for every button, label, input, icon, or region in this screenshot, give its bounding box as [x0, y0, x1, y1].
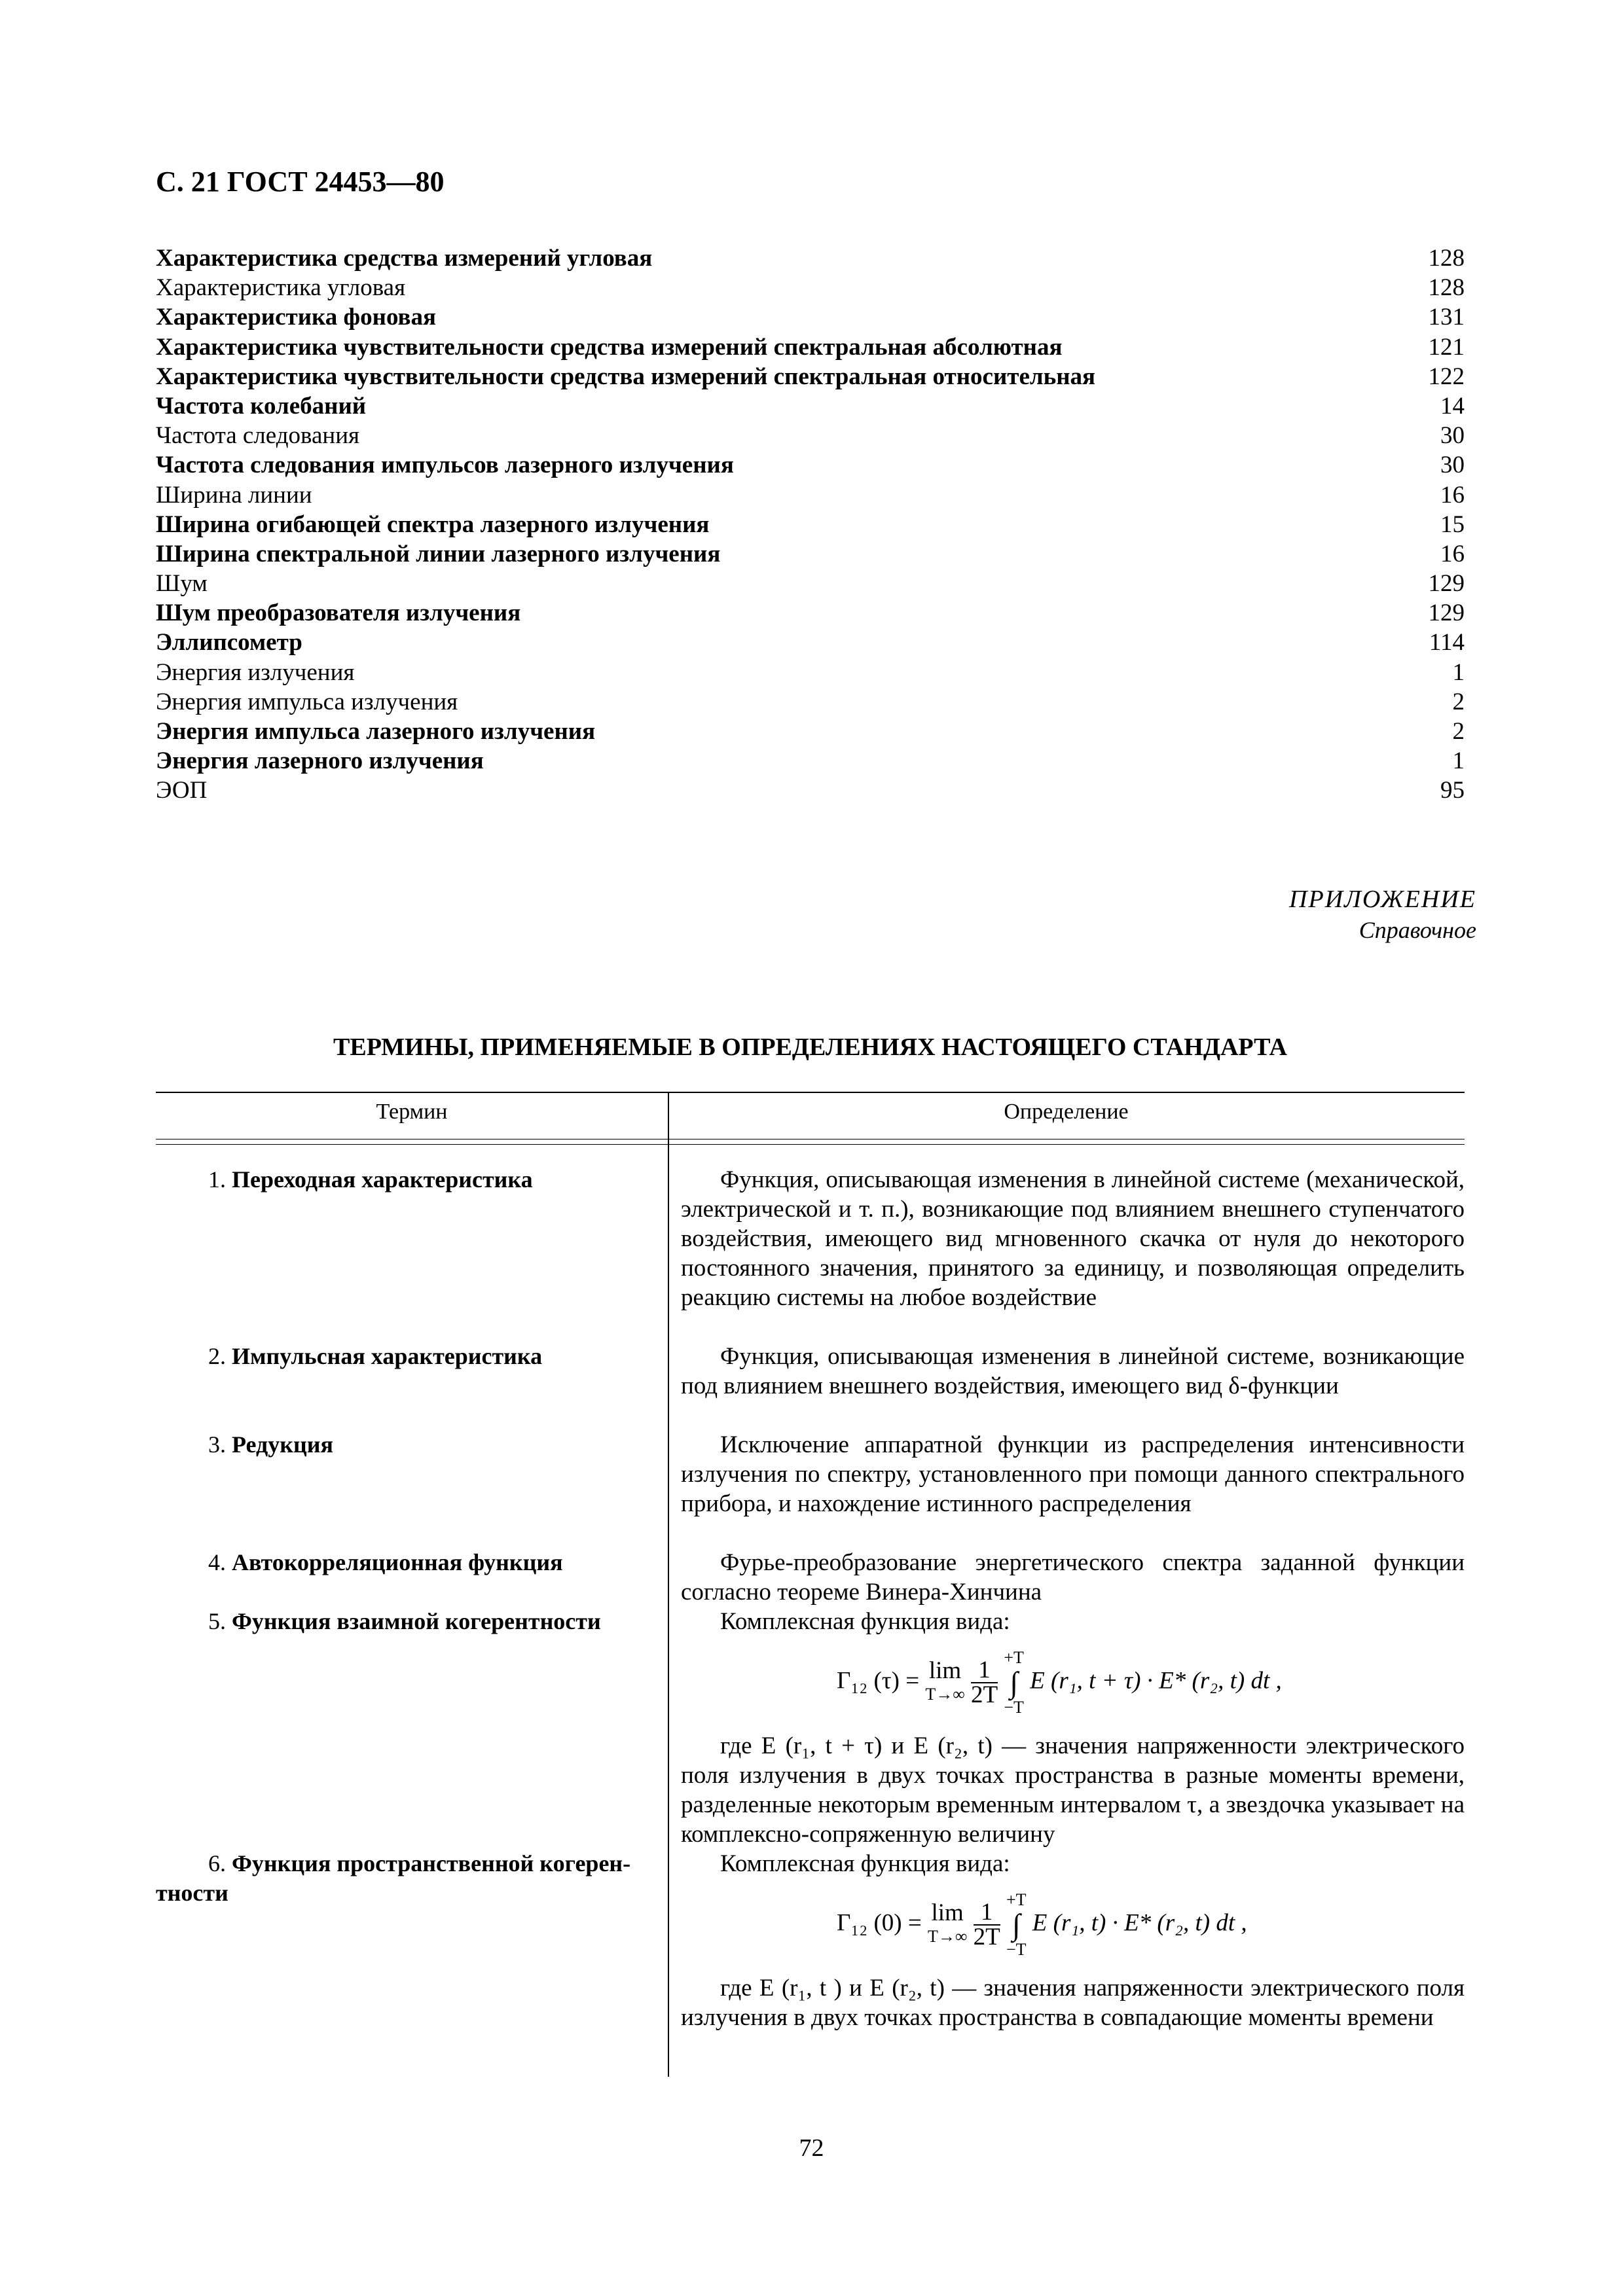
index-page-ref: 128: [1428, 245, 1465, 272]
index-entry: [156, 302, 1465, 332]
page-number: 72: [799, 2134, 824, 2162]
index-entry: [156, 746, 1465, 776]
table-title: ТЕРМИНЫ, ПРИМЕНЯЕМЫЕ В ОПРЕДЕЛЕНИЯХ НАСТОЯЩЕГО СТАНДАРТА: [333, 1033, 1287, 1061]
term-name: Функция пространственной когерен-: [232, 1850, 631, 1876]
term-cell: [156, 1607, 660, 1636]
term-name: Функция взаимной когерентности: [232, 1608, 601, 1634]
term-cell: [156, 1849, 660, 1908]
appendix-label: ПРИЛОЖЕНИЕ: [1289, 886, 1476, 913]
index-page-ref: 1: [1452, 747, 1465, 775]
index-term: Шум преобразователя излучения: [156, 600, 521, 627]
index-entry: [156, 510, 1465, 539]
index-term: Энергия лазерного излучения: [156, 747, 484, 775]
table-top-rule: [156, 1092, 1465, 1093]
index-page-ref: 14: [1440, 392, 1465, 420]
index-page-ref: 128: [1428, 274, 1465, 302]
index-page-ref: 129: [1428, 600, 1465, 627]
definition-cell: Функция, описывающая изменения в линейной системе (механической, электрической и т. п.), возникающие под влиянием внешнего ступенчатого воздействия, имеющего вид мгновенного скачка от нуля до некоторого постоянного значения, принятого за единицу, и позволяющая определить реакцию системы на любое воздействие: [681, 1166, 1465, 1311]
appendix-label-block: [1289, 885, 1476, 944]
definition-cell: Функция, описывающая изменения в линейной системе, возникающие под влиянием внешнего воздействия, имеющего вид δ-функции: [681, 1343, 1465, 1399]
index-term: Ширина огибающей спектра лазерного излучения: [156, 511, 710, 538]
index-term: Характеристика угловая: [156, 274, 406, 302]
index-term: Частота колебаний: [156, 392, 367, 420]
definition-cell: Комплексная функция вида:: [720, 1850, 1010, 1877]
index-term: Характеристика фоновая: [156, 304, 437, 331]
index-term: Энергия излучения: [156, 658, 355, 686]
index-entry: [156, 598, 1465, 628]
index-page-ref: 15: [1440, 511, 1465, 538]
index-page-ref: 2: [1452, 718, 1465, 745]
index-term: Эллипсометр: [156, 629, 302, 656]
index-entry: [156, 658, 1465, 687]
table-header-rule-double: [156, 1144, 1465, 1145]
index-entry: [156, 628, 1465, 657]
index-page-ref: 30: [1440, 422, 1465, 450]
index-page-ref: 122: [1428, 363, 1465, 390]
formula-spatial-coherence: Γ₁₂ (0) = lim T→∞ $\frac{1}{2T}$ +T ∫ −T E (r₁, t) · E* (r₂, t) dt ,: [837, 1890, 1247, 1959]
index-entry: [156, 687, 1465, 717]
terms-table: [156, 1092, 1465, 2077]
table-header-term: Термин: [376, 1100, 448, 1124]
index-term: Энергия импульса лазерного излучения: [156, 718, 596, 745]
definition-cell-continued: где E (r₁, t + τ) и E (r₂, t) — значения напряженности электрического поля излучения в двух точках пространства в разные моменты времени, разделенные некоторым временным интервалом τ, а звездочка указывает на комплексно-сопряженную величину: [681, 1732, 1465, 1848]
index-page-ref: 16: [1440, 540, 1465, 567]
index-page-ref: 95: [1440, 777, 1465, 804]
index-page-ref: 131: [1428, 304, 1465, 331]
term-name-continued: тности: [156, 1880, 228, 1906]
index-term: Ширина спектральной линии лазерного излучения: [156, 540, 721, 567]
definition-cell: Фурье-преобразование энергетического спектра заданной функции согласно теореме Винера-Хинчина: [681, 1549, 1465, 1605]
index-page-ref: 114: [1429, 629, 1465, 656]
index-entry: [156, 332, 1465, 362]
index-page-ref: 121: [1428, 333, 1465, 361]
index-page-ref: 30: [1440, 452, 1465, 479]
index-entry: [156, 243, 1465, 273]
index-entry: [156, 421, 1465, 450]
index-term: Шум: [156, 570, 208, 598]
index-term: Частота следования: [156, 422, 360, 450]
index-entry: [156, 391, 1465, 421]
term-cell: [156, 1165, 660, 1194]
index-term: Характеристика чувствительности средства измерений спектральная относительная: [156, 363, 1096, 390]
term-name: Импульсная характеристика: [232, 1343, 543, 1369]
term-index-list: [156, 243, 1465, 806]
term-number: 3.: [208, 1431, 226, 1458]
definition-cell: Комплексная функция вида:: [720, 1608, 1010, 1635]
term-name: Автокорреляционная функция: [232, 1549, 563, 1575]
index-term: Энергия импульса излучения: [156, 688, 458, 715]
definition-cell-continued: где E (r₁, t ) и E (r₂, t) — значения напряженности электрического поля излучения в двух точках пространства в совпадающие моменты времени: [681, 1975, 1465, 2031]
table-header-definition: Определение: [1004, 1100, 1129, 1124]
term-cell: [156, 1342, 660, 1371]
index-page-ref: 2: [1452, 688, 1465, 715]
index-entry: [156, 480, 1465, 510]
index-entry: [156, 273, 1465, 302]
index-entry: [156, 717, 1465, 746]
term-cell: [156, 1548, 660, 1577]
term-name: Редукция: [232, 1431, 333, 1458]
term-number: 2.: [208, 1343, 226, 1369]
page-header: С. 21 ГОСТ 24453—80: [156, 166, 445, 198]
formula-mutual-coherence: Γ₁₂ (τ) = lim T→∞ $\frac{1}{2T}$ +T ∫ −T E (r₁, t + τ) · E* (r₂, t) dt ,: [837, 1648, 1282, 1717]
index-entry: [156, 569, 1465, 598]
index-entry: [156, 539, 1465, 569]
term-name: Переходная характеристика: [232, 1166, 533, 1193]
index-term: Частота следования импульсов лазерного излучения: [156, 452, 734, 479]
index-entry: [156, 776, 1465, 805]
term-number: 6.: [208, 1850, 226, 1876]
index-term: ЭОП: [156, 777, 208, 804]
index-term: Ширина линии: [156, 481, 312, 509]
index-entry: [156, 362, 1465, 391]
index-page-ref: 129: [1428, 570, 1465, 598]
term-cell: [156, 1430, 660, 1460]
term-number: 1.: [208, 1166, 226, 1193]
index-entry: [156, 450, 1465, 480]
definition-cell: Исключение аппаратной функции из распределения интенсивности излучения по спектру, установленного при помощи данного спектрального прибора, и нахождение истинного распределения: [681, 1431, 1465, 1517]
table-column-divider: [668, 1092, 669, 2077]
term-number: 4.: [208, 1549, 226, 1575]
index-term: Характеристика средства измерений угловая: [156, 245, 653, 272]
term-number: 5.: [208, 1608, 226, 1634]
index-page-ref: 1: [1452, 658, 1465, 686]
index-page-ref: 16: [1440, 481, 1465, 509]
appendix-sublabel: Справочное: [1359, 917, 1476, 943]
index-term: Характеристика чувствительности средства измерений спектральная абсолютная: [156, 333, 1063, 361]
